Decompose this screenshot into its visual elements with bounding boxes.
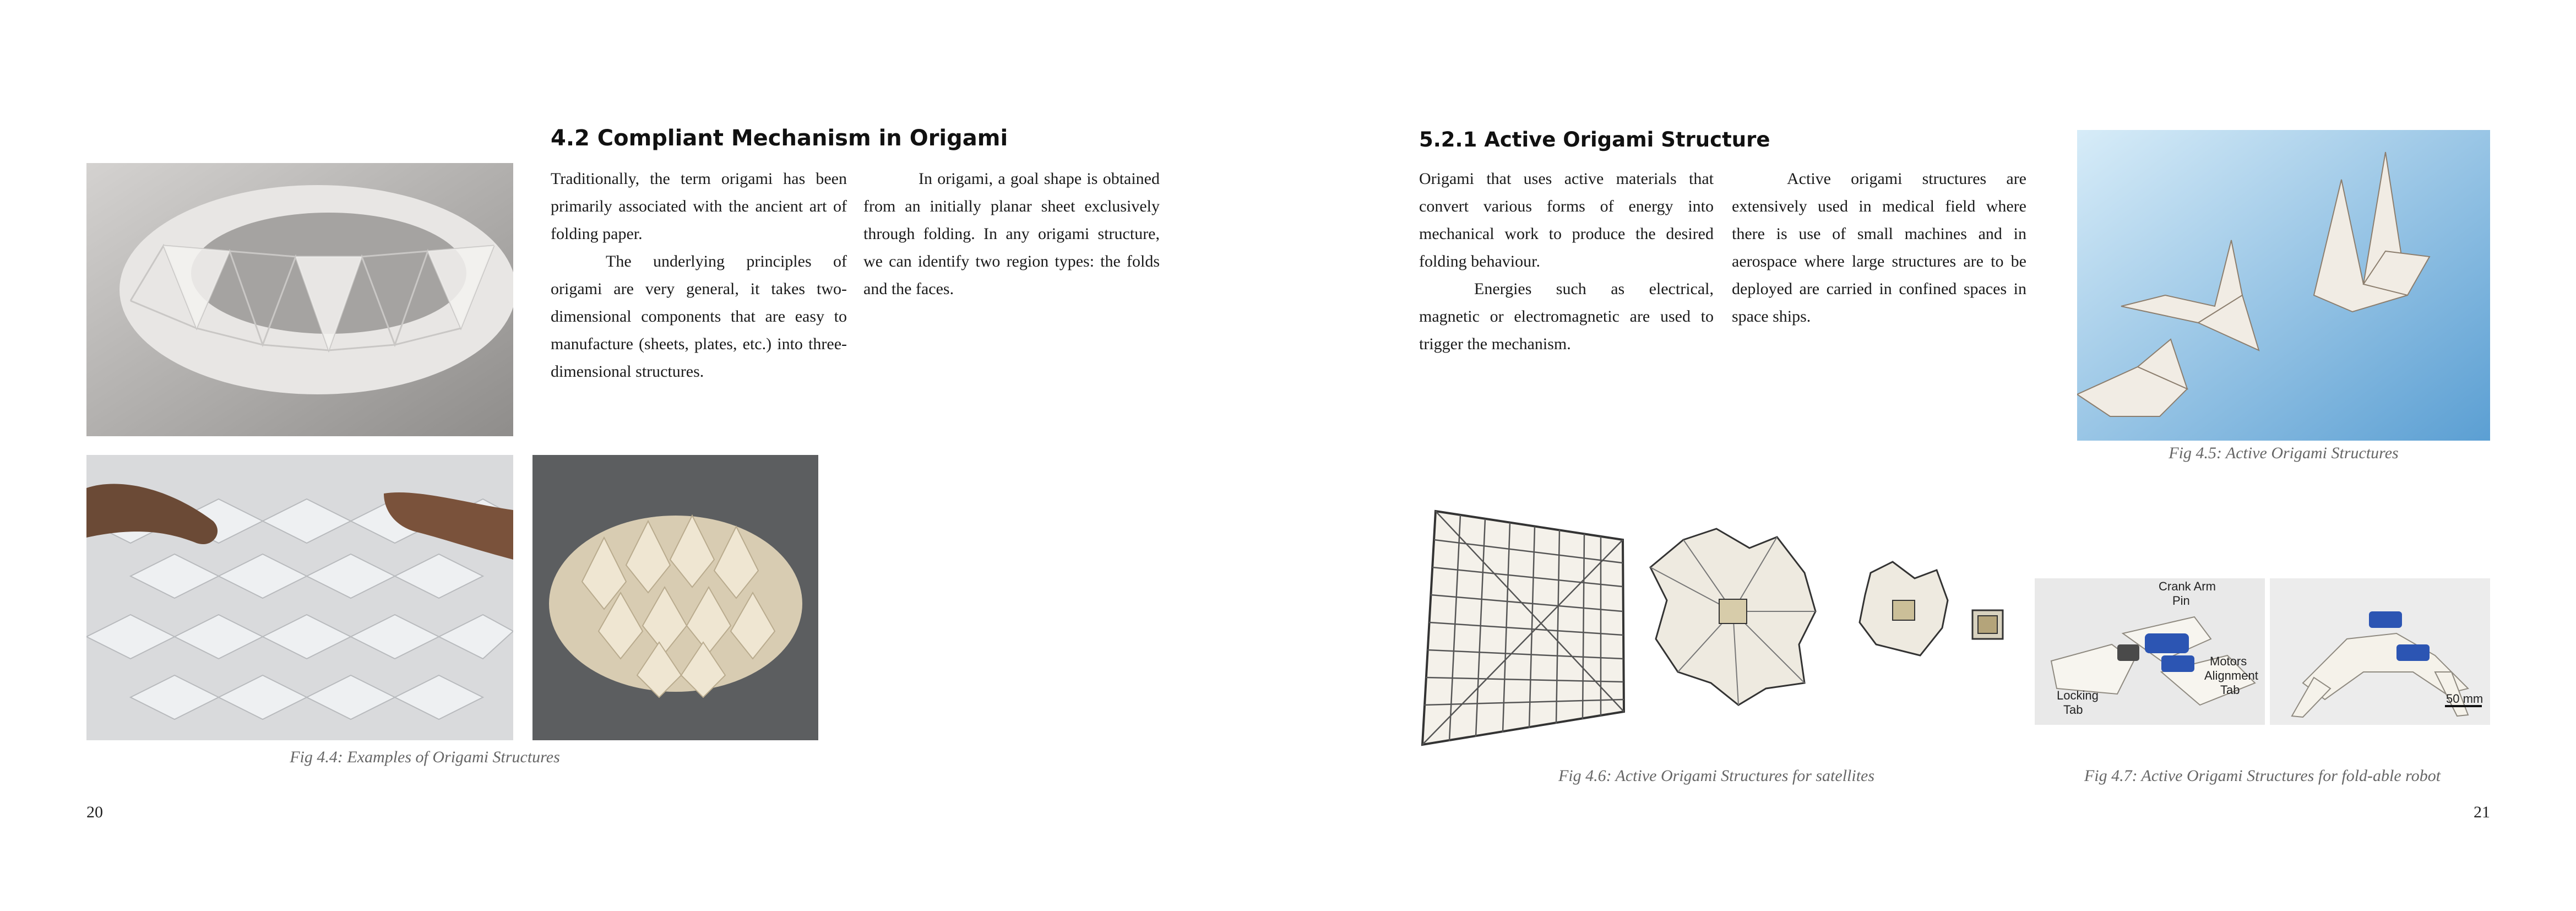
fig-4-5-caption: Fig 4.5: Active Origami Structures [2169,444,2399,462]
alignment-tab-label: Tab [2220,683,2240,697]
pin-label: Pin [2172,594,2190,608]
section-4-2-heading: 4.2 Compliant Mechanism in Origami [551,126,1008,151]
page-number-left: 20 [86,803,103,821]
right-text-column-2 [1732,165,2026,330]
fig-4-4-caption: Fig 4.4: Examples of Origami Structures [290,748,560,766]
scale-bar-label: 50 mm [2446,692,2483,706]
fig-4-6-caption: Fig 4.6: Active Origami Structures for satellites [1558,767,1875,785]
alignment-label: Alignment [2204,669,2258,682]
satellite-folding-sequence [1419,507,2014,749]
right-text-column-1 [1419,165,1714,358]
origami-bowl-photo [86,163,513,436]
locking-tab-label: Tab [2063,703,2083,717]
motors-label: Motors [2210,654,2247,668]
left-col2-paragraph-1: In origami, a goal shape is obtained from an initially planar sheet exclusively through folding. In any origami structure, we can identify two region types: the folds and the faces. [863,170,1160,298]
locking-label: Locking [2057,688,2099,702]
left-col1-paragraph-1: Traditionally, the term origami has been primarily associated with the ancient art of folding paper. [551,170,847,243]
left-text-column-1 [551,165,847,386]
foldable-robot-flat-photo [2035,578,2265,725]
page-number-right: 21 [2474,803,2490,821]
left-col1-paragraph-2: The underlying principles of origami are very general, it takes two-dimensional components that are easy to manufacture (sheets, plates, etc.) into three-dimensional structures. [551,252,847,381]
right-col1-paragraph-2: Energies such as electrical, magnetic or electromagnetic are used to trigger the mechanism. [1419,280,1714,353]
origami-tessellation-hands-photo [86,455,513,740]
left-text-column-2 [863,165,1160,303]
right-col1-paragraph-1: Origami that uses active materials that convert various forms of energy into mechanical work to produce the desired folding behaviour. [1419,170,1714,270]
origami-sculpture-photo [532,455,818,740]
crank-arm-label: Crank Arm [2159,579,2216,593]
foldable-robot-standing-photo [2270,578,2490,725]
fig-4-7-caption: Fig 4.7: Active Origami Structures for fold-able robot [2084,767,2441,785]
section-5-2-1-heading: 5.2.1 Active Origami Structure [1419,128,1770,151]
paper-cranes-photo [2077,130,2490,441]
right-col2-paragraph-1: Active origami structures are extensively used in medical field where there is use of small machines and in aerospace where large structures are to be deployed are carried in confined spaces in space ships. [1732,170,2026,326]
